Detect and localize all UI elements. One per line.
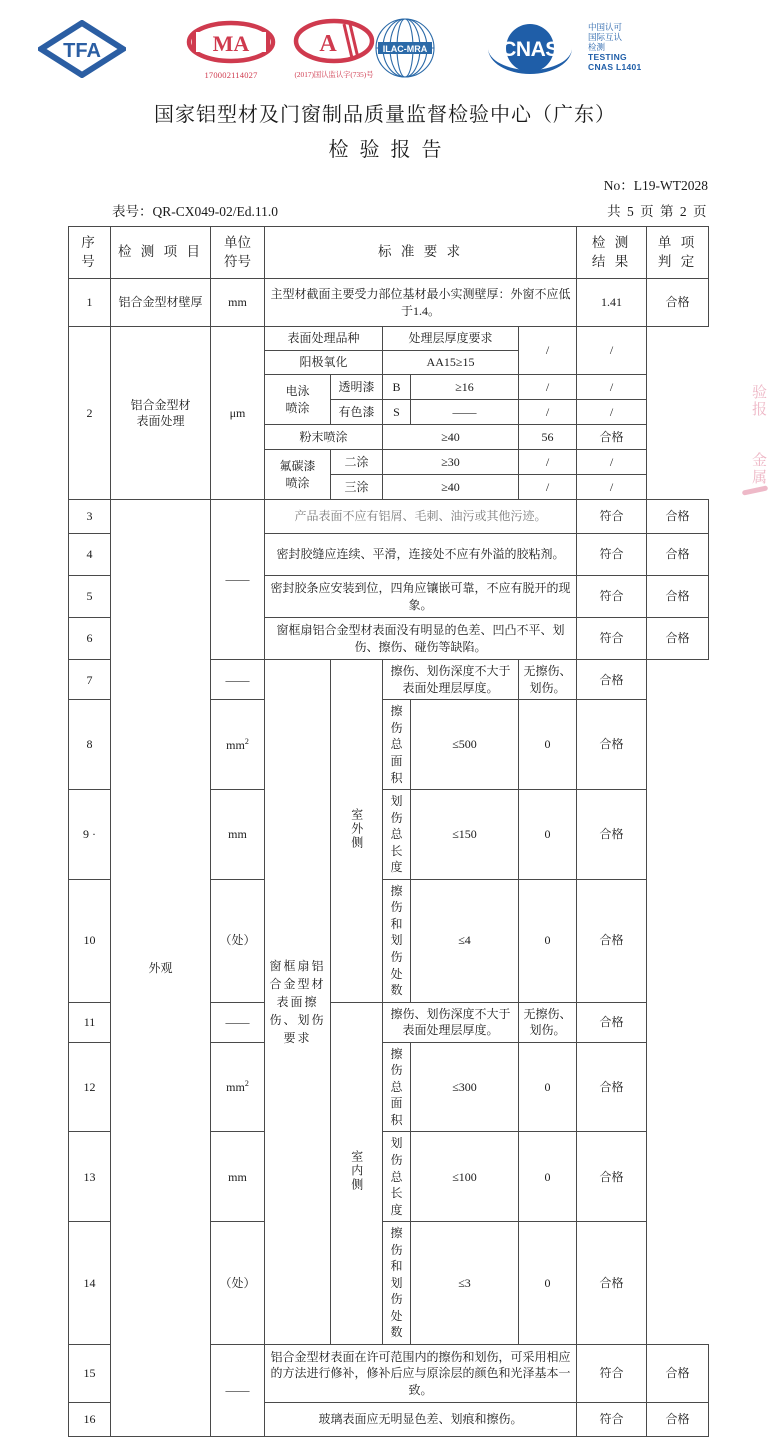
row2-clear-spec: ≥16 bbox=[411, 375, 519, 400]
row2-two-coat-result: / bbox=[519, 450, 577, 475]
row12-result: 0 bbox=[519, 1042, 577, 1132]
row8-unit-exp: 2 bbox=[244, 736, 249, 746]
row15-seq: 15 bbox=[69, 1345, 111, 1403]
scratch-group-text: 窗框扇铝合金型材表面擦伤、划伤要求 bbox=[269, 959, 326, 1046]
row9-result: 0 bbox=[519, 790, 577, 880]
row2-powder-judgement: 合格 bbox=[577, 425, 647, 450]
row1-requirement: 主型材截面主要受力部位基材最小实测壁厚：外窗不应低于1.4。 bbox=[265, 279, 577, 327]
header-judgement bbox=[647, 227, 709, 279]
row2-three-coat-name: 三涂 bbox=[331, 475, 383, 500]
scratch-group-label bbox=[265, 660, 331, 1345]
row1-result: 1.41 bbox=[577, 279, 647, 327]
row13-unit: mm bbox=[211, 1132, 265, 1222]
row16-judgement: 合格 bbox=[647, 1403, 709, 1437]
row15-requirement: 铝合金型材表面在许可范围内的擦伤和划伤，可采用相应的方法进行修补，修补后应与原涂层的颜色和光泽基本一致。 bbox=[265, 1345, 577, 1403]
tfa-logo bbox=[38, 20, 126, 78]
header-judge-l2: 判 定 bbox=[657, 253, 698, 269]
row2-powder-result: 56 bbox=[519, 425, 577, 450]
row2-two-coat-judgement: / bbox=[577, 450, 647, 475]
row12-limit: ≤300 bbox=[411, 1042, 519, 1132]
cnas-line-4: TESTING bbox=[588, 52, 627, 63]
row11-result bbox=[519, 1002, 577, 1042]
row7-judgement: 合格 bbox=[577, 660, 647, 700]
row2-item-l2: 表面处理 bbox=[136, 414, 185, 429]
row2-three-coat-spec: ≥40 bbox=[383, 475, 519, 500]
table-row bbox=[69, 500, 709, 534]
row2-subheader-thickness: 处理层厚度要求 bbox=[383, 327, 519, 351]
row6-judgement: 合格 bbox=[647, 618, 709, 660]
cnas-line-1: 中国认可 bbox=[588, 22, 623, 32]
row10-unit: （处） bbox=[211, 879, 265, 1002]
row7-result-l2: 划伤。 bbox=[529, 680, 566, 695]
row1-judgement: 合格 bbox=[647, 279, 709, 327]
row2-electro-group bbox=[265, 375, 331, 425]
row11-judgement: 合格 bbox=[577, 1002, 647, 1042]
row4-judgement: 合格 bbox=[647, 534, 709, 576]
row7-unit: —— bbox=[211, 660, 265, 700]
row16-requirement: 玻璃表面应无明显色差、划痕和擦伤。 bbox=[265, 1403, 577, 1437]
row5-seq: 5 bbox=[69, 576, 111, 618]
row3-seq: 3 bbox=[69, 500, 111, 534]
row2-top-result: / bbox=[519, 327, 577, 375]
svg-text:TFA: TFA bbox=[63, 40, 101, 62]
row11-result-l1: 无擦伤、 bbox=[523, 1006, 572, 1021]
row12-unit-exp: 2 bbox=[244, 1079, 249, 1089]
row9-item: 划伤总长度 bbox=[383, 790, 411, 880]
svg-text:ILAC-MRA: ILAC-MRA bbox=[382, 44, 428, 54]
row2-powder-name: 粉末喷涂 bbox=[265, 425, 383, 450]
row2-clear-code: B bbox=[383, 375, 411, 400]
row2-powder-spec: ≥40 bbox=[383, 425, 519, 450]
row6-seq: 6 bbox=[69, 618, 111, 660]
row2-item bbox=[111, 327, 211, 500]
svg-text:MA: MA bbox=[212, 31, 250, 56]
inspection-results-table bbox=[68, 226, 709, 1437]
svg-text:A: A bbox=[319, 31, 337, 57]
row2-fluoro-l1: 氟碳漆 bbox=[279, 459, 316, 474]
row9-judgement: 合格 bbox=[577, 790, 647, 880]
row7-result-l1: 无擦伤、 bbox=[523, 664, 572, 679]
row9-seq: 9 · bbox=[69, 790, 111, 880]
appearance-label: 外观 bbox=[111, 500, 211, 1437]
side-outdoor-text: 室外侧 bbox=[349, 807, 364, 850]
row6-requirement: 窗框扇铝合金型材表面没有明显的色差、凹凸不平、划伤、擦伤、碰伤等缺陷。 bbox=[265, 618, 577, 660]
row2-clear-result: / bbox=[519, 375, 577, 400]
header-unit-l1: 单位 bbox=[224, 235, 251, 250]
report-number: No：L19-WT2028 bbox=[603, 178, 708, 193]
row2-subheader-kind: 表面处理品种 bbox=[265, 327, 383, 351]
row14-seq: 14 bbox=[69, 1222, 111, 1345]
row1-unit: mm bbox=[211, 279, 265, 327]
cnas-logo bbox=[470, 20, 590, 76]
cma-logo bbox=[186, 20, 276, 80]
cnas-line-2: 国际互认 bbox=[588, 32, 623, 43]
row10-result: 0 bbox=[519, 879, 577, 1002]
row2-electro-l2: 喷涂 bbox=[285, 400, 310, 415]
row11-item: 擦伤、划伤深度不大于表面处理层厚度。 bbox=[383, 1002, 519, 1042]
cal-logo-code: (2017)国认监认字(735)号 bbox=[294, 70, 374, 79]
row2-anodize-spec: AA15≥15 bbox=[383, 351, 519, 375]
row2-fluoro-group bbox=[265, 450, 331, 500]
cma-logo-code: 170002114027 bbox=[204, 70, 258, 80]
row5-requirement: 密封胶条应安装到位，四角应镶嵌可靠，不应有脱开的现象。 bbox=[265, 576, 577, 618]
row15-16-unit: —— bbox=[211, 1345, 265, 1437]
page-count: 共 5 页 第 2 页 bbox=[607, 204, 708, 219]
row13-result: 0 bbox=[519, 1132, 577, 1222]
row4-requirement: 密封胶缝应连续、平滑，连接处不应有外溢的胶粘剂。 bbox=[265, 534, 577, 576]
row2-top-judgement: / bbox=[577, 327, 647, 375]
row2-electro-l1: 电泳 bbox=[285, 384, 310, 399]
row12-judgement: 合格 bbox=[577, 1042, 647, 1132]
row14-result: 0 bbox=[519, 1222, 577, 1345]
header-judge-l1: 单 项 bbox=[657, 235, 698, 250]
row2-unit: μm bbox=[211, 327, 265, 500]
header-requirement: 标 准 要 求 bbox=[265, 227, 577, 279]
cal-logo bbox=[288, 18, 380, 80]
row2-two-coat-spec: ≥30 bbox=[383, 450, 519, 475]
row15-result: 符合 bbox=[577, 1345, 647, 1403]
row5-judgement: 合格 bbox=[647, 576, 709, 618]
row15-judgement: 合格 bbox=[647, 1345, 709, 1403]
row12-seq: 12 bbox=[69, 1042, 111, 1132]
row2-item-l1: 铝合金型材 bbox=[130, 397, 191, 412]
row12-item: 擦伤总面积 bbox=[383, 1042, 411, 1132]
ilac-mra-logo bbox=[372, 17, 438, 79]
table-header-row bbox=[69, 227, 709, 279]
header-unit bbox=[211, 227, 265, 279]
side-indoor-text: 室内侧 bbox=[349, 1150, 364, 1193]
row7-item: 擦伤、划伤深度不大于表面处理层厚度。 bbox=[383, 660, 519, 700]
row2-three-coat-judgement: / bbox=[577, 475, 647, 500]
row9-unit: mm bbox=[211, 790, 265, 880]
row8-result: 0 bbox=[519, 700, 577, 790]
red-seal-fragment-top: 验报 bbox=[750, 384, 768, 418]
row6-result: 符合 bbox=[577, 618, 647, 660]
row2-anodize-name: 阳极氧化 bbox=[265, 351, 383, 375]
row7-seq: 7 bbox=[69, 660, 111, 700]
row10-judgement: 合格 bbox=[577, 879, 647, 1002]
row5-result: 符合 bbox=[577, 576, 647, 618]
row14-unit: （处） bbox=[211, 1222, 265, 1345]
row1-seq: 1 bbox=[69, 279, 111, 327]
row11-seq: 11 bbox=[69, 1002, 111, 1042]
row3-6-unit: —— bbox=[211, 500, 265, 660]
row2-two-coat-name: 二涂 bbox=[331, 450, 383, 475]
header-unit-l2: 符号 bbox=[224, 253, 251, 269]
table-row bbox=[69, 327, 709, 351]
row2-color-spec: —— bbox=[411, 400, 519, 425]
row2-color-result: / bbox=[519, 400, 577, 425]
row8-judgement: 合格 bbox=[577, 700, 647, 790]
row10-limit: ≤4 bbox=[411, 879, 519, 1002]
row1-item: 铝合金型材壁厚 bbox=[111, 279, 211, 327]
row2-color-code: S bbox=[383, 400, 411, 425]
row8-limit: ≤500 bbox=[411, 700, 519, 790]
header-result-l1: 检 测 bbox=[591, 235, 632, 250]
row13-limit: ≤100 bbox=[411, 1132, 519, 1222]
row10-item: 擦伤和划伤处数 bbox=[383, 879, 411, 1002]
page-subtitle: 检验报告 bbox=[328, 137, 453, 161]
header-seq: 序 号 bbox=[69, 227, 111, 279]
row2-color-name: 有色漆 bbox=[331, 400, 383, 425]
row11-result-l2: 划伤。 bbox=[529, 1023, 566, 1038]
svg-text:CNAS: CNAS bbox=[501, 38, 559, 61]
row13-item: 划伤总长度 bbox=[383, 1132, 411, 1222]
row9-limit: ≤150 bbox=[411, 790, 519, 880]
cnas-line-5: CNAS L1401 bbox=[588, 62, 642, 73]
row16-seq: 16 bbox=[69, 1403, 111, 1437]
row8-seq: 8 bbox=[69, 700, 111, 790]
table-row bbox=[69, 279, 709, 327]
row2-clear-judgement: / bbox=[577, 375, 647, 400]
row2-fluoro-l2: 喷涂 bbox=[285, 475, 310, 490]
row16-result: 符合 bbox=[577, 1403, 647, 1437]
certification-logo-bar bbox=[0, 0, 770, 92]
row12-unit: $mm^2$ bbox=[211, 1042, 265, 1132]
row14-judgement: 合格 bbox=[577, 1222, 647, 1345]
side-indoor bbox=[331, 1002, 383, 1344]
row11-unit: —— bbox=[211, 1002, 265, 1042]
row14-item: 擦伤和划伤处数 bbox=[383, 1222, 411, 1345]
row4-seq: 4 bbox=[69, 534, 111, 576]
row14-limit: ≤3 bbox=[411, 1222, 519, 1345]
red-seal-fragment-bottom: 金属 bbox=[750, 452, 768, 486]
row13-judgement: 合格 bbox=[577, 1132, 647, 1222]
row3-judgement: 合格 bbox=[647, 500, 709, 534]
side-outdoor bbox=[331, 660, 383, 1002]
row10-seq: 10 bbox=[69, 879, 111, 1002]
header-result-l2: 结 果 bbox=[591, 253, 632, 269]
cnas-accreditation-text bbox=[588, 22, 642, 72]
row8-unit: $mm^2$ bbox=[211, 700, 265, 790]
row7-result bbox=[519, 660, 577, 700]
row2-clear-name: 透明漆 bbox=[331, 375, 383, 400]
cnas-line-3: 检测 bbox=[588, 42, 606, 53]
row2-color-judgement: / bbox=[577, 400, 647, 425]
page-title: 国家铝型材及门窗制品质量监督检验中心（广东） bbox=[154, 102, 616, 126]
header-result bbox=[577, 227, 647, 279]
row8-item: 擦伤总面积 bbox=[383, 700, 411, 790]
row3-requirement: 产品表面不应有铝屑、毛刺、油污或其他污迹。 bbox=[265, 500, 577, 534]
row13-seq: 13 bbox=[69, 1132, 111, 1222]
form-number: 表号：QR-CX049-02/Ed.11.0 bbox=[112, 204, 278, 219]
row4-result: 符合 bbox=[577, 534, 647, 576]
row2-seq: 2 bbox=[69, 327, 111, 500]
row2-three-coat-result: / bbox=[519, 475, 577, 500]
row3-result: 符合 bbox=[577, 500, 647, 534]
header-item: 检 测 项 目 bbox=[111, 227, 211, 279]
